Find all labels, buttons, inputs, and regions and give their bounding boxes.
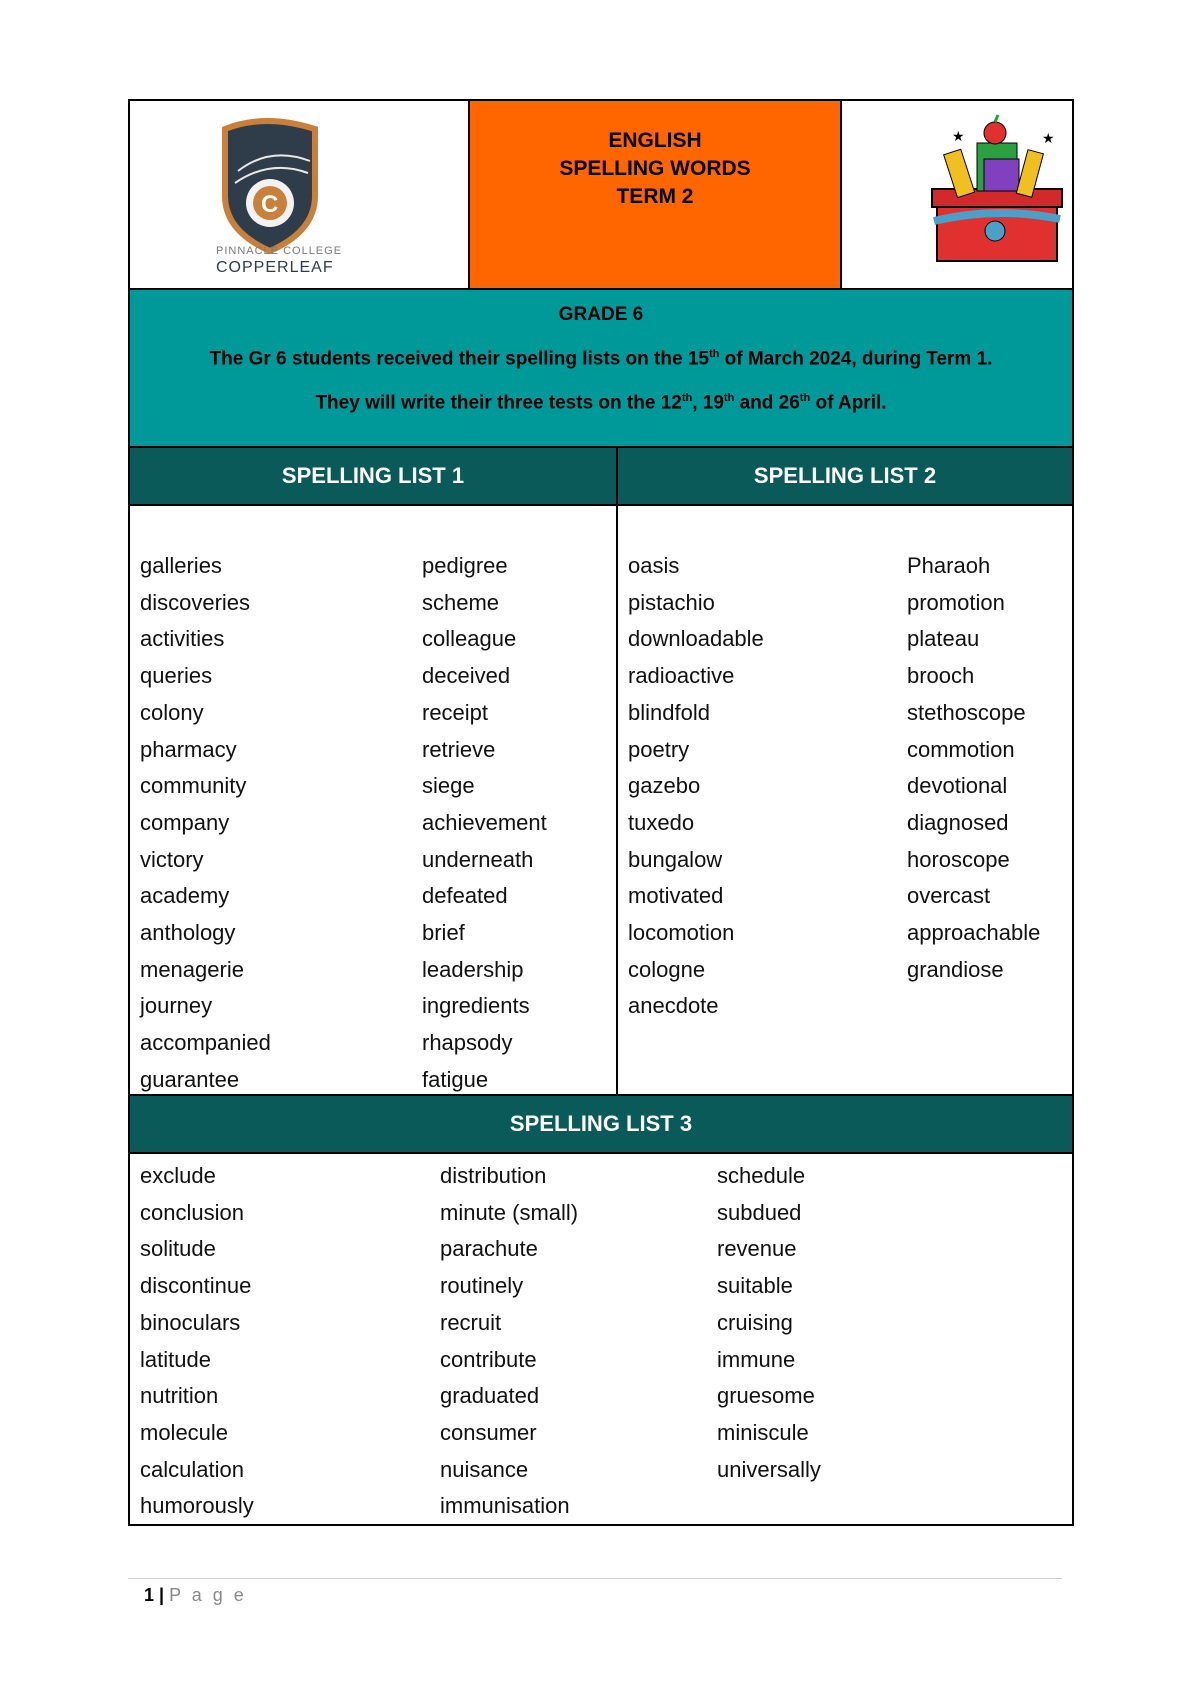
spelling-word: locomotion: [628, 920, 735, 946]
list3-words-c: [717, 1158, 821, 1488]
info-line-1-text: The Gr 6 students received their spelling lists on the 15: [209, 348, 709, 370]
title-cell: [470, 101, 842, 288]
spelling-word: galleries: [140, 553, 222, 578]
spelling-word: humorously: [140, 1493, 254, 1519]
ordinal-suffix: th: [799, 392, 811, 405]
info-line-2-end: of April.: [810, 392, 887, 414]
spelling-word: approachable: [907, 920, 1041, 946]
spelling-word: radioactive: [628, 663, 735, 689]
grade-label: GRADE 6: [558, 304, 644, 325]
spelling-word: consumer: [440, 1419, 537, 1445]
info-line-2-text: , 19: [692, 392, 724, 414]
school-logo-cell: [130, 101, 470, 288]
list1-words-b: [422, 548, 547, 1099]
svg-text:COPPERLEAF: COPPERLEAF: [216, 259, 334, 276]
spelling-word: calculation: [140, 1456, 244, 1482]
spelling-word: gazebo: [628, 773, 701, 799]
spelling-word: journey: [140, 993, 213, 1019]
title-topic: SPELLING WORDS: [559, 157, 751, 180]
spelling-word: immunisation: [440, 1493, 570, 1519]
spelling-word: pharmacy: [140, 736, 237, 762]
spelling-word: nuisance: [440, 1456, 529, 1482]
spelling-word: horoscope: [907, 846, 1010, 872]
spelling-word: latitude: [140, 1346, 211, 1372]
spelling-sheet: [128, 99, 1074, 1526]
spelling-word: contribute: [440, 1346, 537, 1372]
info-line-2-text: and 26: [734, 392, 800, 414]
spelling-word: devotional: [907, 773, 1008, 799]
info-line-2: [130, 392, 1072, 414]
spelling-word: pistachio: [628, 589, 715, 615]
spelling-word: binoculars: [140, 1309, 241, 1335]
spelling-word: plateau: [907, 626, 980, 652]
list2-words-b: [907, 548, 1040, 988]
spelling-word: downloadable: [628, 626, 764, 652]
list1-words-a: [140, 548, 271, 1099]
spelling-word: overcast: [907, 883, 991, 909]
list1-column: [130, 506, 618, 1094]
spelling-word: cruising: [717, 1309, 793, 1335]
spelling-word: Pharaoh: [907, 553, 991, 578]
spelling-word: oasis: [628, 553, 680, 578]
list1-title: SPELLING LIST 1: [130, 448, 618, 504]
spelling-word: brief: [422, 920, 465, 946]
spelling-word: bungalow: [628, 846, 723, 872]
spelling-word: diagnosed: [907, 809, 1009, 835]
spelling-word: scheme: [422, 589, 500, 615]
list2-column: [618, 506, 1072, 1094]
spelling-word: company: [140, 809, 230, 835]
spelling-word: solitude: [140, 1236, 216, 1262]
svg-text:★: ★: [1042, 130, 1055, 146]
list-headers-row: [130, 448, 1072, 506]
spelling-word: menagerie: [140, 956, 244, 982]
footer-separator: |: [159, 1585, 165, 1605]
spelling-word: promotion: [907, 589, 1005, 615]
spelling-word: universally: [717, 1456, 821, 1482]
spelling-word: retrieve: [422, 736, 496, 762]
spelling-word: motivated: [628, 883, 724, 909]
footer-divider: [128, 1578, 1062, 1579]
spelling-word: immune: [717, 1346, 796, 1372]
spelling-word: stethoscope: [907, 699, 1026, 725]
spelling-word: poetry: [628, 736, 690, 762]
list3-words-b: [440, 1158, 578, 1525]
spelling-word: activities: [140, 626, 225, 652]
spelling-word: underneath: [422, 846, 534, 872]
spelling-word: distribution: [440, 1163, 547, 1188]
spelling-word: ingredients: [422, 993, 530, 1019]
spelling-word: recruit: [440, 1309, 502, 1335]
spelling-word: grandiose: [907, 956, 1004, 982]
spelling-word: parachute: [440, 1236, 538, 1262]
lists-1-2: [130, 506, 1072, 1096]
spelling-word: queries: [140, 663, 213, 689]
spelling-word: molecule: [140, 1419, 229, 1445]
spelling-word: deceived: [422, 663, 511, 689]
spelling-word: colleague: [422, 626, 517, 652]
spelling-word: conclusion: [140, 1199, 244, 1225]
school-supplies-box-icon: [842, 101, 1072, 288]
spelling-word: academy: [140, 883, 230, 909]
spelling-word: brooch: [907, 663, 975, 689]
spelling-word: defeated: [422, 883, 508, 909]
svg-text:★: ★: [952, 128, 965, 144]
spelling-word: discontinue: [140, 1273, 252, 1299]
spelling-word: receipt: [422, 699, 489, 725]
spelling-word: nutrition: [140, 1383, 219, 1409]
ordinal-suffix: th: [708, 348, 720, 360]
spelling-word: fatigue: [422, 1066, 489, 1092]
spelling-word: pedigree: [422, 553, 508, 578]
spelling-word: anecdote: [628, 993, 719, 1019]
ordinal-suffix: th: [723, 392, 735, 405]
spelling-word: gruesome: [717, 1383, 815, 1409]
spelling-word: revenue: [717, 1236, 797, 1262]
spelling-word: routinely: [440, 1273, 524, 1299]
school-logo-icon: [130, 101, 470, 288]
spelling-word: rhapsody: [422, 1030, 513, 1056]
spelling-word: schedule: [717, 1163, 806, 1188]
spelling-word: anthology: [140, 920, 236, 946]
spelling-word: commotion: [907, 736, 1015, 762]
list2-words-a: [628, 548, 764, 1025]
svg-text:C: C: [261, 191, 279, 218]
spelling-word: exclude: [140, 1163, 216, 1188]
info-line-1-end: of March 2024, during Term 1.: [719, 348, 993, 370]
ordinal-suffix: th: [681, 392, 693, 405]
info-line-1: [130, 348, 1072, 370]
header-row: [130, 101, 1072, 290]
list2-title: SPELLING LIST 2: [753, 463, 937, 488]
page-number: 1: [144, 1585, 155, 1605]
spelling-word: colony: [140, 699, 204, 725]
svg-text:PINNACLE COLLEGE: PINNACLE COLLEGE: [216, 245, 343, 257]
title-term: TERM 2: [616, 185, 694, 208]
spelling-word: victory: [140, 846, 204, 872]
spelling-word: minute (small): [440, 1199, 579, 1225]
clipart-cell: [842, 101, 1072, 288]
info-line-2-text: They will write their three tests on the 12: [315, 392, 682, 414]
page-footer: [144, 1585, 247, 1606]
spelling-word: discoveries: [140, 589, 251, 615]
spelling-word: miniscule: [717, 1419, 809, 1445]
spelling-word: graduated: [440, 1383, 540, 1409]
list3-column: [130, 1154, 1072, 1524]
page-label: P a g e: [169, 1585, 247, 1605]
spelling-word: suitable: [717, 1273, 793, 1299]
spelling-word: tuxedo: [628, 809, 695, 835]
spelling-word: guarantee: [140, 1066, 240, 1092]
info-band: [130, 290, 1072, 448]
list3-words-a: [140, 1158, 254, 1525]
list3-title: SPELLING LIST 3: [130, 1096, 1072, 1154]
spelling-word: cologne: [628, 956, 706, 982]
spelling-word: blindfold: [628, 699, 710, 725]
title-subject: ENGLISH: [608, 129, 702, 152]
spelling-word: accompanied: [140, 1030, 271, 1056]
spelling-word: leadership: [422, 956, 524, 982]
spelling-word: siege: [422, 773, 475, 799]
spelling-word: community: [140, 773, 247, 799]
spelling-word: subdued: [717, 1199, 802, 1225]
spelling-word: achievement: [422, 809, 547, 835]
